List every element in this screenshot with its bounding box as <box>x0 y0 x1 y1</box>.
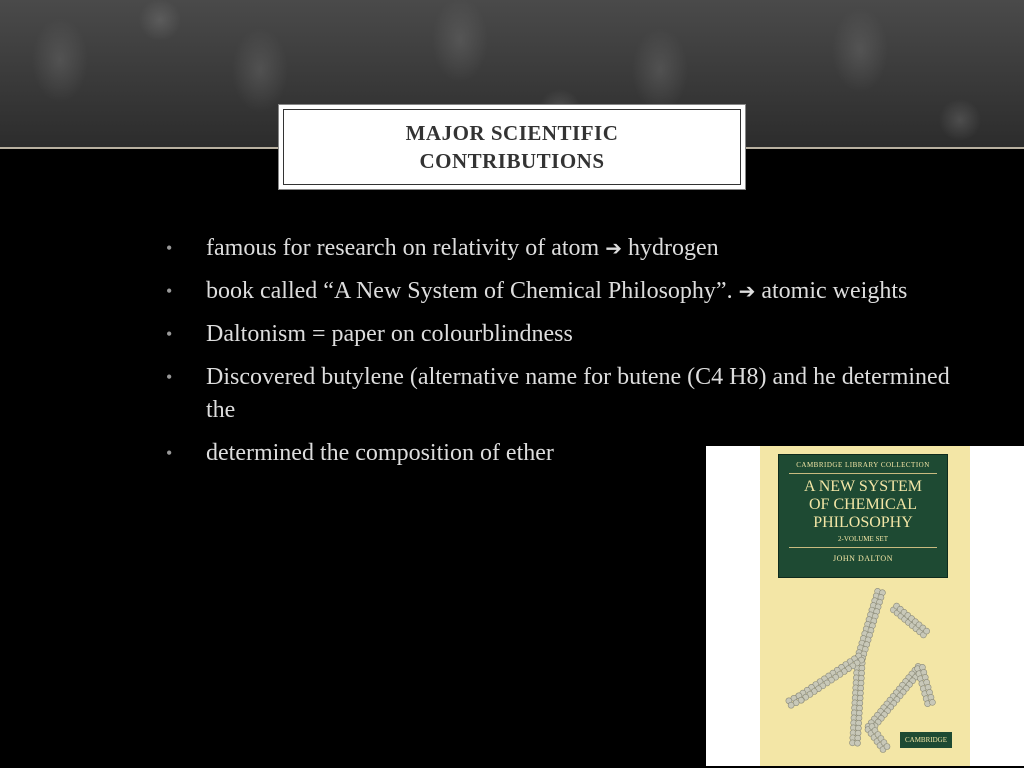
bullet-dot-icon: • <box>166 443 173 463</box>
book-title: A NEW SYSTEM OF CHEMICAL PHILOSOPHY <box>804 478 922 531</box>
bullet-item <box>166 232 966 265</box>
bullet-text: determined the composition of ether <box>206 440 554 466</box>
title-box-inner <box>283 109 741 185</box>
bullet-list <box>166 232 966 480</box>
arrow-right-icon: ➔ <box>605 236 622 260</box>
atom-sphere <box>788 702 794 708</box>
bullet-dot-icon: • <box>166 238 173 258</box>
book-label-rule <box>789 473 937 474</box>
book-series: CAMBRIDGE LIBRARY COLLECTION <box>796 461 930 469</box>
bullet-item <box>166 318 966 351</box>
book-publisher: CAMBRIDGE <box>900 732 952 748</box>
title-box <box>278 104 746 190</box>
bullet-item <box>166 275 966 308</box>
bullet-text: famous for research on relativity of atom <box>206 235 606 261</box>
atom-sphere <box>854 740 860 746</box>
bullet-text: hydrogen <box>621 235 719 261</box>
book-label-rule <box>789 547 937 548</box>
bullet-item <box>166 361 966 427</box>
atom-sphere <box>929 699 935 705</box>
bullet-text: book called “A New System of Chemical Philosophy”. <box>206 278 739 304</box>
book-cover <box>760 446 970 766</box>
atom-sphere <box>924 628 930 634</box>
book-volume: 2-VOLUME SET <box>838 535 888 543</box>
atom-sphere <box>884 744 890 750</box>
book-label <box>778 454 948 578</box>
book-cover-image <box>706 446 1024 766</box>
book-author: JOHN DALTON <box>833 554 893 563</box>
bullet-dot-icon: • <box>166 281 173 301</box>
bullet-text: atomic weights <box>755 278 908 304</box>
arrow-right-icon: ➔ <box>738 279 756 303</box>
bullet-dot-icon: • <box>166 324 173 344</box>
bullet-dot-icon: • <box>166 367 173 387</box>
slide-title: MAJOR SCIENTIFIC CONTRIBUTIONS <box>405 121 619 173</box>
bullet-text: Discovered butylene (alternative name for butene (C4 H8) and he determined the <box>206 364 950 423</box>
bullet-text: Daltonism = paper on colourblindness <box>206 321 573 347</box>
